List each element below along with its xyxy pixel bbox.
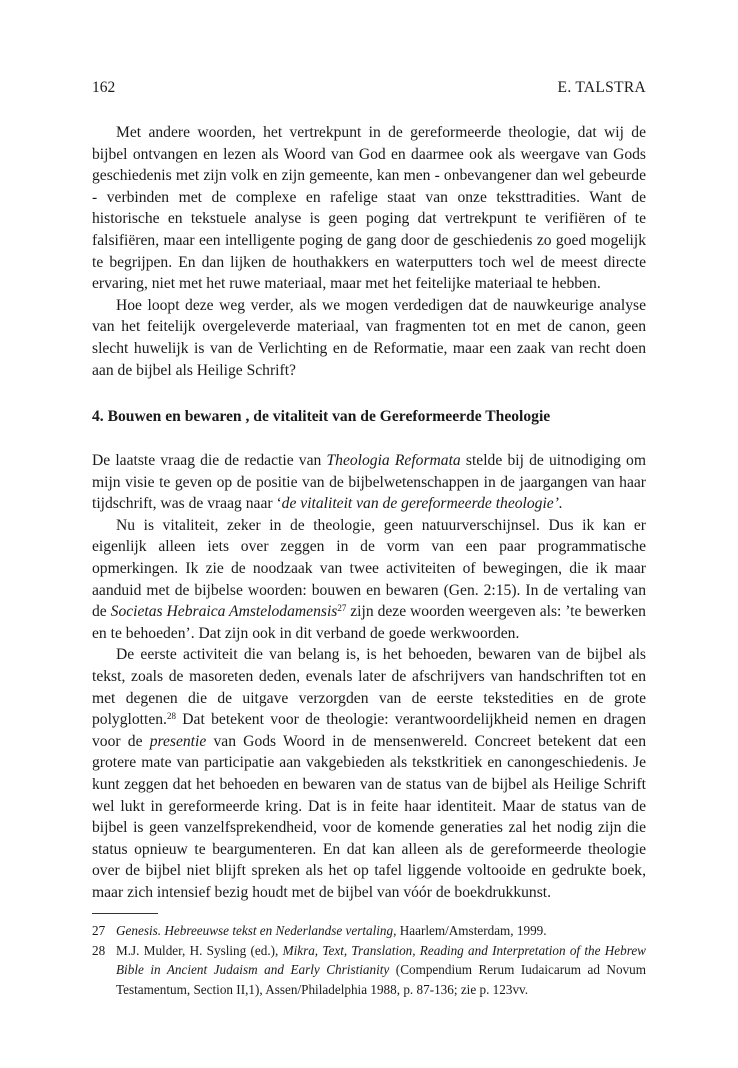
footnote-number: 28 (92, 942, 106, 958)
journal-title: Theologia Reformata (326, 452, 461, 469)
text-run: van Gods Woord in de mensenwereld. Concreet betekent dat een grotere mate van participatie aan vakgebieden als tekstkritiek en canongeschiedenis. Je kunt zeggen dat het behoeden en bewaren van de status van de bijbel als Heilige Schrift wel lukt in gereformeerde kring. Dat is in feite haar identiteit. Maar de status van de bijbel is geen vanzelfsprekendheid, voor de komende generaties zal het nodig zijn die status opnieuw te beargumenteren. En dat kan alleen als de gereformeerde theologie over de bijbel niet blijft spreken als het op tafel liggende voltooide en gedrukte boek, maar zich intensief bezig houdt met de bijbel van vóór de boekdrukkunst. (92, 732, 646, 901)
footnote-text (116, 921, 646, 941)
citation-authors: M.J. Mulder, H. Sysling (ed.), (116, 942, 283, 958)
quoted-phrase: de vitaliteit van de gereformeerde theologie’. (281, 495, 563, 513)
text-run: De eerste activiteit die van belang is, is het behoeden, bewaren van de bijbel als tekst, zoals de masoreten deden, evenals later de afschrijvers van handschriften tot en met degenen die de uitgave verzorgden van de eerste tekstedities en de grote polyglotten. (92, 646, 646, 729)
page-number: 162 (92, 79, 116, 96)
paragraph: Met andere woorden, het vertrekpunt in de gereformeerde theologie, dat wij de bijbel ontvangen en lezen als Woord van God en daarmee ook als weergave van Gods geschiedenis met zijn volk en zijn gemeente, kan men - onbevangener dan wel gebeurde - verbinden met de complexe en rafelige staat van onze teksttradities. Want de historische en tekstuele analyse is geen poging dat vertrekpunt te verifiëren of te falsifiëren, maar een intelligente poging de gang door de geschiedenis zo goed mogelijk te begrijpen. En dan lijken de houthakkers en waterputters toch wel de meest directe ervaring, niet met het ruwe materiaal, maar met het feitelijke materiaal te hebben. (92, 124, 646, 293)
text-run: zijn deze woorden weergeven als: ’te bewerken en te behoeden’. Dat zijn ook in dit verband de goede werkwoorden. (92, 603, 646, 642)
text-run: Nu is vitaliteit, zeker in de theologie, geen natuurverschijnsel. Dus ik kan er eigenlijk alleen iets over zeggen in de vorm van een paar programmatische opmerkingen. Ik zie de noodzaak van twee activiteiten of bewegingen, die ik maar aanduid met de bijbelse woorden: bouwen en bewaren (Gen. 2:15). In de vertaling van de (92, 516, 646, 621)
text-run: Dat betekent voor de theologie: verantwoordelijkheid nemen en dragen voor de (92, 711, 646, 750)
footnote-ref-27[interactable]: 27 (337, 603, 347, 614)
footnote-27 (92, 921, 646, 941)
text-run: stelde bij de uitnodiging om mijn visie te geven op de positie van de bijbelwetenschappen in de jaargangen van haar tijdschrift, was de vraag naar ‘ (92, 452, 646, 513)
citation-title: Genesis. Hebreeuwse tekst en Nederlandse vertaling, (116, 923, 397, 938)
body-block-intro (92, 122, 646, 381)
footnotes (92, 921, 646, 999)
paragraph (92, 644, 646, 903)
paragraph (92, 450, 646, 515)
footnote-ref-28[interactable]: 28 (166, 711, 176, 722)
citation-details: (Compendium Rerum Iudaicarum ad Novum Testamentum, Section II,1), Assen/Philadelphia 1988, p. 87-136; zie p. 123vv. (116, 962, 646, 997)
text-run: De laatste vraag die de redactie van (92, 452, 327, 469)
footnote-separator (92, 913, 158, 914)
citation-details: Haarlem/Amsterdam, 1999. (396, 923, 547, 938)
emphasis-presentie: presentie (149, 732, 207, 750)
body-block-section-4 (92, 450, 646, 903)
society-name: Societas Hebraica Amstelodamensis (110, 603, 338, 621)
running-head-author: E. TALSTRA (557, 79, 646, 96)
section-heading: 4. Bouwen en bewaren , de vitaliteit van de Gereformeerde Theologie (92, 408, 551, 425)
paragraph (92, 515, 646, 645)
footnote-number: 27 (92, 923, 106, 938)
footnote-28 (92, 941, 646, 1000)
footnote-text (116, 941, 646, 1000)
paragraph: Hoe loopt deze weg verder, als we mogen verdedigen dat de nauwkeurige analyse van het feitelijk overgeleverde materiaal, van fragmenten tot en met de canon, geen slecht huwelijk is van de Verlichting en de Reformatie, maar een zaak van recht doen aan de bijbel als Heilige Schrift? (92, 296, 646, 379)
citation-title: Mikra, Text, Translation, Reading and Interpretation of the Hebrew Bible in Ancient Judaism and Early Christianity (116, 942, 646, 978)
